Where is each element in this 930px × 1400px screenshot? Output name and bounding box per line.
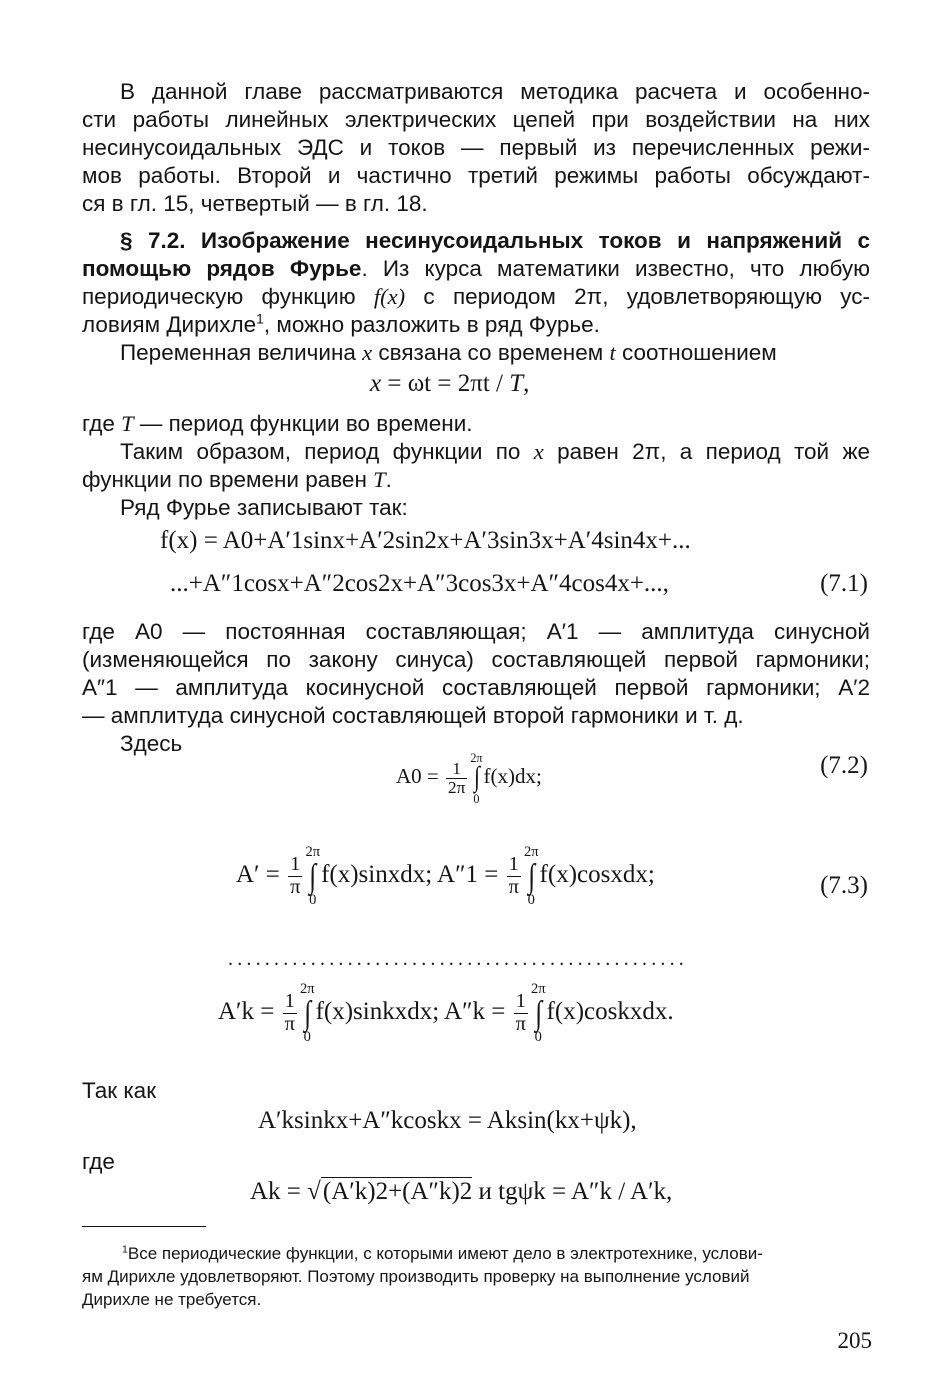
equation-7-2: A0 = $\frac{1}{2\pi}$ 2π ∫ 0 f(x)dx; xyxy=(396,751,542,806)
section-line-4: ловиям Дирихле$^1$, можно разложить в ряд Фурье. xyxy=(82,310,600,337)
page-number: 205 xyxy=(837,1328,872,1353)
equation-number-7-1: (7.1) xyxy=(820,570,868,597)
period-line: где T — период функции во времени. xyxy=(82,411,473,436)
intro-line-4: мов работы. Второй и частично третий режимы работы обсуждают- xyxy=(82,163,870,188)
section-heading-end: помощью рядов Фурье xyxy=(82,256,362,281)
section-heading: § 7.2. Изображение несинусоидальных токов и напряжений с xyxy=(120,228,870,253)
intro-line-2: сти работы линейных электрических цепей при воздействии на них xyxy=(82,107,870,132)
equation-since: A′ksinkx+A″kcoskx = Aksin(kx+ψk), xyxy=(258,1107,637,1134)
intro-line-1: В данной главе рассматриваются методика расчета и особенно- xyxy=(120,79,870,104)
equation-ak-amplitude: Ak = √(A′k)2+(A″k)2 и tgψk = A″k / A′k, xyxy=(250,1178,673,1205)
footnote-rule xyxy=(82,1226,206,1227)
section-line-3: периодическую функцию f(x) с периодом 2π, удовлетворяющую ус- xyxy=(82,284,870,309)
equation-number-7-2: (7.2) xyxy=(820,752,868,779)
where2-label: где xyxy=(82,1149,115,1174)
section-line-2: помощью рядов Фурье. Из курса математики известно, что любую xyxy=(82,256,870,281)
intro-line-3: несинусоидальных ЭДС и токов — первый из перечисленных режи- xyxy=(82,135,870,160)
equation-7-1-line-2: ...+A″1cosx+A″2cos2x+A″3cos3x+A″4cos4x+..., xyxy=(170,570,669,597)
since-label: Так как xyxy=(82,1078,157,1103)
equation-number-7-3: (7.3) xyxy=(820,872,868,899)
thus-line-1: Таким образом, период функции по x равен 2π, а период той же xyxy=(120,439,871,464)
dotted-separator: .................................................. xyxy=(228,948,688,970)
footnote-line-1: $^1$Все периодические функции, с которыми имеют дело в электротехнике, услови- xyxy=(122,1243,763,1263)
formula-x-omega-t: x = ωt = 2πt / T, xyxy=(370,370,530,397)
variable-line: Переменная величина x связана со временем t соотношением xyxy=(120,340,777,365)
footnote-marker: 1 xyxy=(122,1243,128,1256)
where-line-3: A″1 — амплитуда косинусной составляющей первой гармоники; A′2 xyxy=(82,675,870,700)
footnote-line-3: Дирихле не требуется. xyxy=(82,1290,262,1309)
where-line-2: (изменяющейся по закону синуса) составляющей первой гармоники; xyxy=(82,647,870,672)
where-line-1: где A0 — постоянная составляющая; A′1 — амплитуда синусной xyxy=(82,619,870,644)
footnote-line-2: ям Дирихле удовлетворяют. Поэтому производить проверку на выполнение условий xyxy=(82,1267,750,1286)
equation-7-1-line-1: f(x) = A0+A′1sinx+A′2sin2x+A′3sin3x+A′4sin4x+... xyxy=(160,527,691,554)
series-intro: Ряд Фурье записывают так: xyxy=(120,495,408,520)
thus-line-2: функции по времени равен T. xyxy=(82,467,392,492)
here-label: Здесь xyxy=(120,731,183,756)
where-line-4: — амплитуда синусной составляющей второй гармоники и т. д. xyxy=(82,703,744,728)
equation-7-3: A′ = $\frac{1}{\pi}$ 2π ∫ 0 f(x)sinxdx; A″1 = $\frac{1}{\pi}$ 2π ∫ 0 f(x)cosxdx; xyxy=(236,844,655,909)
footnote-ref: 1 xyxy=(256,310,264,327)
equation-ak-coefficients: A′k = $\frac{1}{\pi}$ 2π ∫ 0 f(x)sinkxdx; A″k = $\frac{1}{\pi}$ 2π ∫ 0 f(x)coskxdx. xyxy=(218,981,674,1046)
intro-line-5: ся в гл. 15, четвертый — в гл. 18. xyxy=(82,191,428,216)
